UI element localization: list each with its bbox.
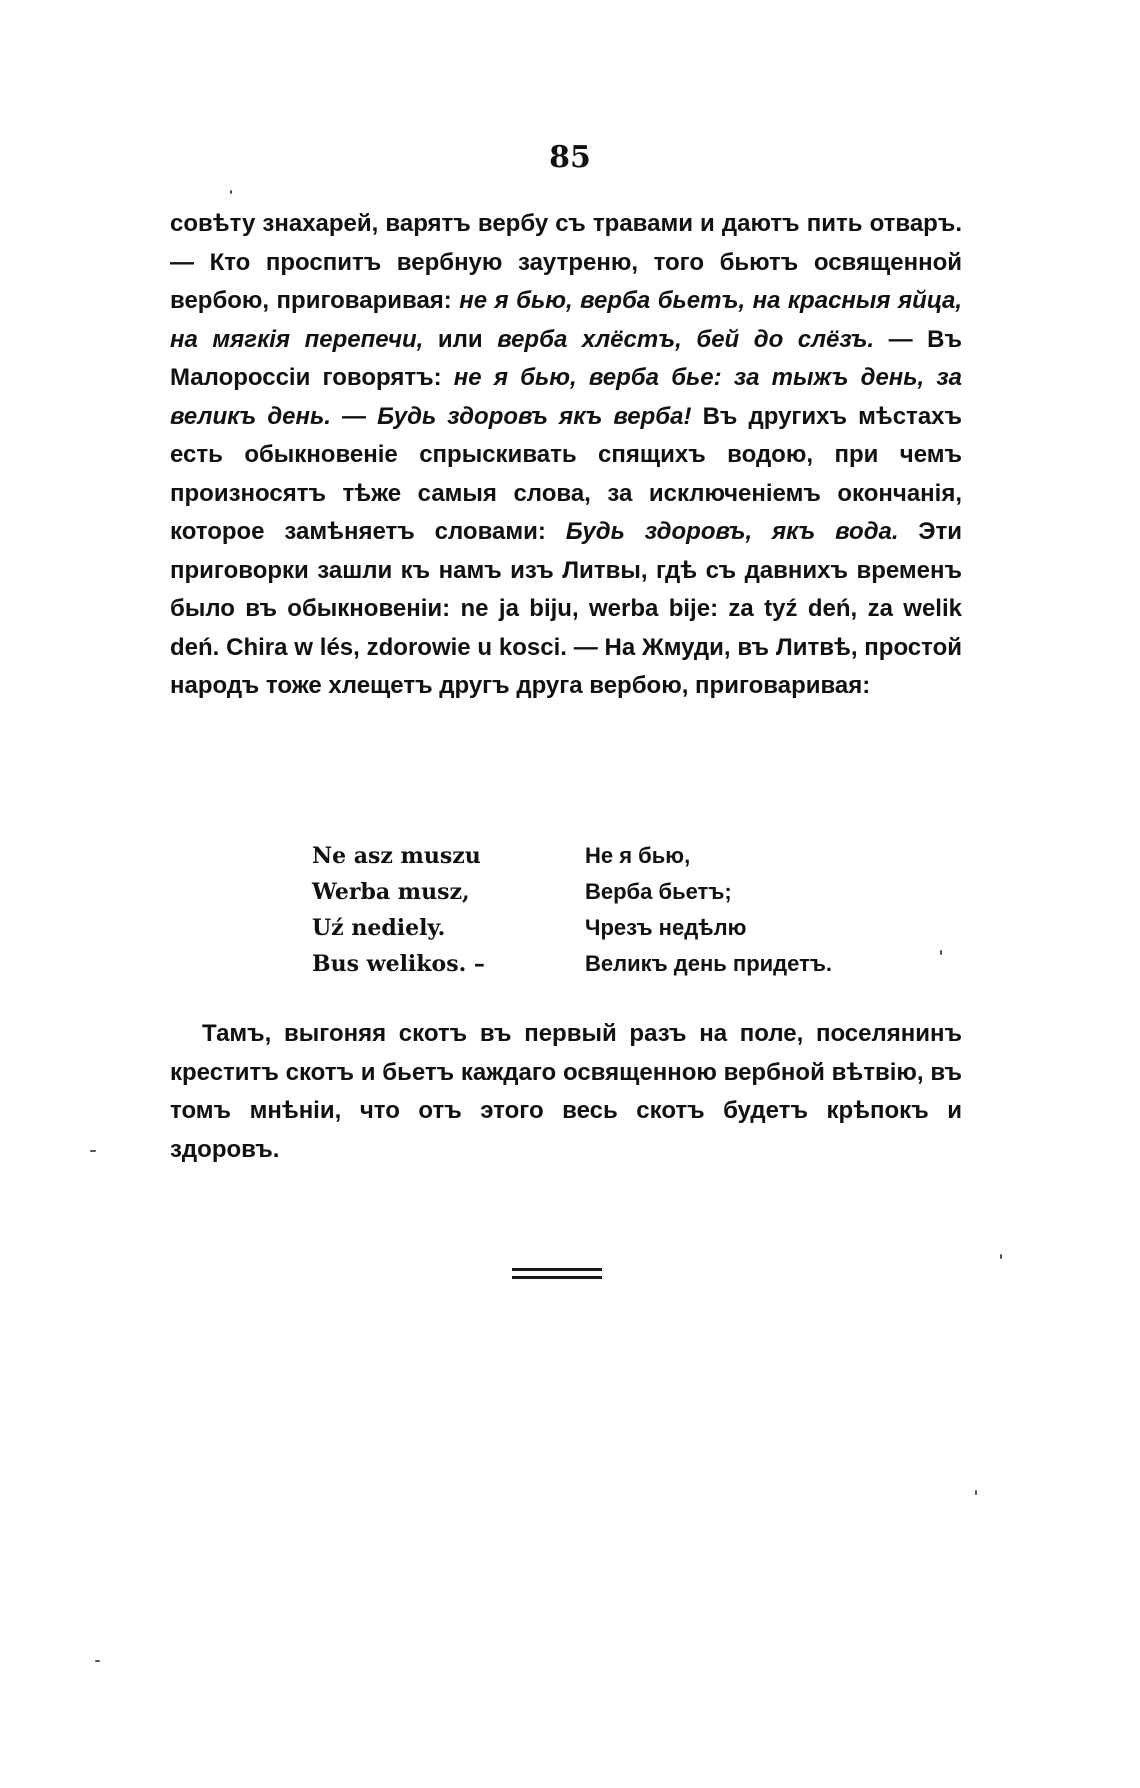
paragraph-willow-customs	[170, 205, 962, 706]
print-speck	[95, 1660, 100, 1662]
text-span: — Въ Малороссіи говорятъ:	[170, 325, 963, 391]
verse-line: Uź nediely.	[312, 915, 446, 941]
italic-saying: не я бью, верба бье: за тыжъ день, за великъ день. — Будь здоровъ якъ верба!	[170, 364, 962, 430]
italic-saying: не я бью, верба бьетъ, на красныя яйца, на мягкія перепечи,	[170, 287, 962, 353]
verse-line: Великъ день придетъ.	[585, 951, 832, 976]
italic-saying: верба хлёстъ, бей до слёзъ.	[497, 325, 875, 353]
text-span: или	[423, 325, 498, 353]
verse-line: Werba musz,	[312, 879, 470, 905]
verse-line: Верба бьетъ;	[585, 879, 732, 904]
verse-line: Ne asz muszu	[312, 843, 481, 869]
paragraph-cattle-custom: Тамъ, выгоняя скотъ въ первый разъ на поле, поселянинъ креститъ скотъ и бьетъ каждаго освященною вербной вѣтвію, въ томъ мнѣніи, что отъ этого весь скотъ будетъ крѣпокъ и здоровъ.	[170, 1020, 962, 1163]
verse-line: Чрезъ недѣлю	[585, 915, 747, 940]
end-rule	[512, 1276, 602, 1279]
italic-saying: Будь здоровъ, якъ вода.	[565, 518, 899, 545]
print-speck	[230, 190, 232, 194]
verse-line: Bus welikos. –	[312, 951, 485, 977]
verse-russian	[585, 838, 832, 982]
end-rule	[512, 1268, 602, 1271]
verse-line: Не я бью,	[585, 843, 691, 868]
print-speck	[90, 1150, 96, 1152]
text-span: Въ другихъ мѣстахъ есть обыкновеніе спрыскивать спящихъ водою, при чемъ произносятъ тѣже самыя слова, за исключеніемъ окончанія, которое замѣняетъ словами:	[170, 402, 963, 545]
text-span: Эти приговорки зашли къ намъ изъ Литвы, гдѣ съ давнихъ временъ было въ обыкновеніи: ne ja biju, werba bije: za tyź deń, za welik deń. Chira w lés, zdorowie u kosci. — На Жмуди, въ Литвѣ, простой народъ тоже хлещетъ другъ друга вербою, приговаривая:	[170, 518, 963, 699]
verse-lithuanian	[312, 838, 485, 982]
print-speck	[940, 950, 942, 955]
text-span: совѣту знахарей, варятъ вербу съ травами и даютъ пить отваръ. — Кто проспитъ вербную заутреню, того бьютъ освященной вербою, приговаривая:	[170, 210, 962, 314]
print-speck	[1000, 1254, 1002, 1259]
page-number: 85	[549, 140, 591, 175]
print-speck	[975, 1490, 977, 1495]
